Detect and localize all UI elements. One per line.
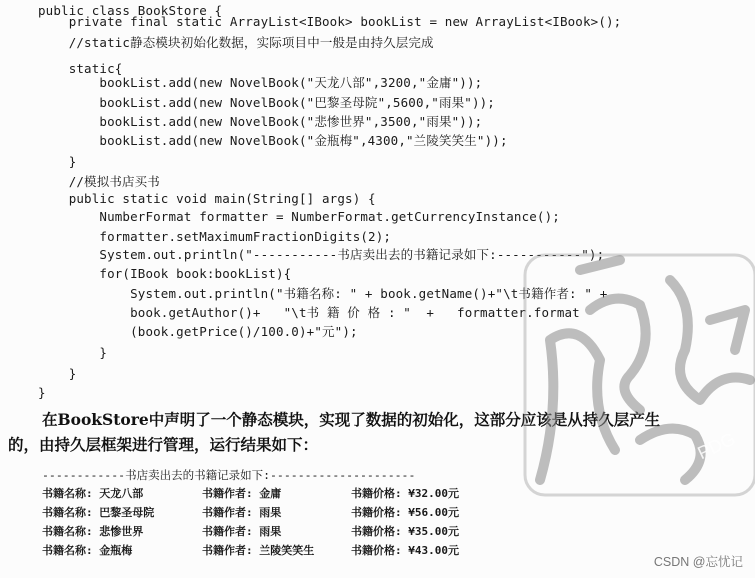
code-line: } [38, 366, 77, 381]
csdn-watermark: CSDN @忘忧记 [653, 555, 743, 569]
output-book-name: 书籍名称: 巴黎圣母院 [42, 506, 155, 519]
code-line: formatter.setMaximumFractionDigits(2); [38, 229, 392, 244]
code-line: private final static ArrayList<IBook> bookList = new ArrayList<IBook>(); [38, 14, 622, 29]
code-line: NumberFormat formatter = NumberFormat.getCurrencyInstance(); [38, 209, 560, 224]
code-line: bookList.add(new NovelBook("巴黎圣母院",5600,"雨果")); [38, 95, 495, 110]
output-book-author: 书籍作者: 兰陵笑笑生 [202, 544, 315, 557]
paragraph-line-2: 的，由持久层框架进行管理，运行结果如下： [8, 435, 319, 454]
code-line: } [38, 345, 108, 360]
output-book-price: 书籍价格: ¥32.00元 [351, 487, 459, 500]
code-line: for(IBook book:bookList){ [38, 266, 292, 281]
output-header: ------------书店卖出去的书籍记录如下:--------------------- [42, 468, 416, 482]
code-line: bookList.add(new NovelBook("天龙八部",3200,"金庸")); [38, 75, 483, 90]
code-line: bookList.add(new NovelBook("金瓶梅",4300,"兰陵笑笑生")); [38, 133, 508, 148]
output-book-price: 书籍价格: ¥35.00元 [351, 525, 459, 538]
code-line: public class BookStore { [38, 3, 223, 18]
code-line: System.out.println("-----------书店卖出去的书籍记录如下:-----------"); [38, 247, 605, 262]
code-line: //static静态模块初始化数据，实际项目中一般是由持久层完成 [38, 35, 434, 50]
output-book-name: 书籍名称: 金瓶梅 [42, 544, 133, 557]
output-book-name: 书籍名称: 悲惨世界 [42, 525, 144, 538]
code-line: book.getAuthor()+ "\t书 籍 价 格 : " + formatter.format [38, 305, 580, 320]
output-book-price: 书籍价格: ¥56.00元 [351, 506, 459, 519]
code-line: bookList.add(new NovelBook("悲惨世界",3500,"雨果")); [38, 114, 483, 129]
output-book-author: 书籍作者: 雨果 [202, 525, 282, 538]
stamp-text: PDG [694, 428, 739, 464]
output-book-author: 书籍作者: 雨果 [202, 506, 282, 519]
stamp-watermark [520, 250, 755, 500]
output-book-name: 书籍名称: 天龙八部 [42, 487, 144, 500]
code-line: //模拟书店买书 [38, 174, 160, 189]
code-line: System.out.println("书籍名称: " + book.getName()+"\t书籍作者: " + [38, 286, 608, 301]
code-line: (book.getPrice()/100.0)+"元"); [38, 324, 358, 339]
code-line: } [38, 385, 46, 400]
stamp-watermark-graphic [520, 250, 755, 500]
paragraph-line-1: 在BookStore中声明了一个静态模块，实现了数据的初始化，这部分应该是从持久层产生 [42, 410, 661, 429]
code-line: public static void main(String[] args) { [38, 191, 376, 206]
output-book-price: 书籍价格: ¥43.00元 [351, 544, 459, 557]
output-book-author: 书籍作者: 金庸 [202, 487, 282, 500]
code-line: } [38, 154, 77, 169]
code-line: static{ [38, 61, 123, 76]
